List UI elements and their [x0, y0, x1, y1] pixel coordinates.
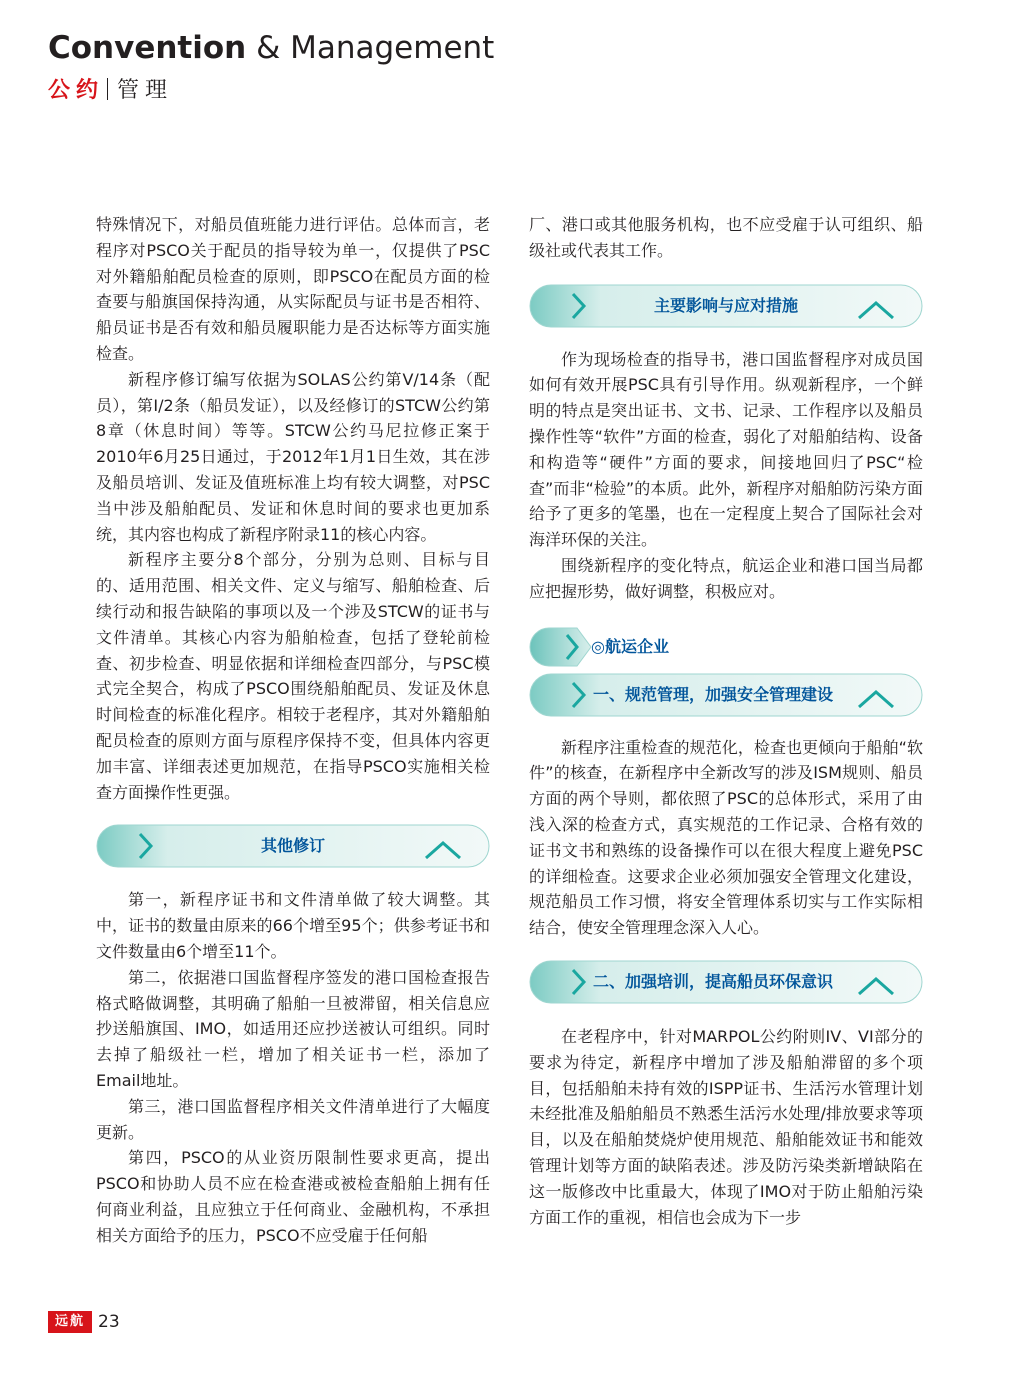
- left-paragraph-6: 第三，港口国监督程序相关文件清单进行了大幅度更新。: [96, 1096, 490, 1142]
- banner-label: 主要影响与应对措施: [653, 295, 798, 315]
- banner-label: 二、加强培训，提高船员环保意识: [593, 971, 834, 991]
- left-paragraph-7: 第四，PSCO的从业资历限制性要求更高，提出PSCO和协助人员不应在检查港或被检查船舶上拥有任何商业利益，且应独立于任何商业、金融机构，不承担相关方面给予的压力，PSCO不应受雇于任何船: [96, 1148, 490, 1245]
- header-title: [48, 28, 494, 68]
- triangle-decoration-icon: [857, 689, 895, 709]
- left-paragraph-1: 特殊情况下，对船员值班能力进行评估。总体而言，老程序对PSCO关于配员的指导较为单一，仅提供了PSC对外籍船舶配员检查的原则，即PSCO在配员方面的检查要与船旗国保持沟通，从实际配员与证书是否相符、船员证书是否有效和船员履职能力是否达标等方面实施检查。: [96, 215, 490, 363]
- section-banner-other-revisions: [96, 824, 490, 868]
- page-number: 23: [98, 1312, 120, 1332]
- left-paragraph-5: 第二，依据港口国监督程序签发的港口国检查报告格式略做调整，其明确了船舶一旦被滞留，相关信息应抄送船旗国、IMO，如适用还应抄送被认可组织。同时去掉了船级社一栏，增加了相关证书一栏，添加了Email地址。: [96, 967, 490, 1090]
- banner-label: 其他修订: [260, 836, 325, 856]
- magazine-name-badge: 远航: [48, 1311, 92, 1333]
- left-paragraph-3: 新程序主要分8个部分，分别为总则、目标与目的、适用范围、相关文件、定义与缩写、船舶检查、后续行动和报告缺陷的事项以及一个涉及STCW的证书与文件清单。其核心内容为船舶检查，包括了登轮前检查、初步检查、明显依据和详细检查四部分，与PSC模式完全契合，构成了PSCO围绕船舶配员、发证及休息时间检查的标准化程序。相较于老程序，其对外籍船舶配员检查的原则方面与原程序保持不变，但具体内容更加丰富、详细表述更加规范，在指导PSCO实施相关检查方面操作性更强。: [96, 550, 490, 802]
- left-paragraph-4: 第一，新程序证书和文件清单做了较大调整。其中，证书的数量由原来的66个增至95个；供参考证书和文件数量由6个增至11个。: [96, 890, 490, 961]
- sub-heading-shipping-companies: [529, 627, 923, 667]
- left-paragraph-2: 新程序修订编写依据为SOLAS公约第V/14条（配员），第I/2条（船员发证），以及经修订的STCW公约第8章（休息时间）等等。STCW公约马尼拉修正案于2010年6月25日通过，于2012年1月1日生效，其在涉及船员培训、发证及值班标准上均有较大调整，对PSC当中涉及船舶配员、发证和休息时间的要求也更加系统，其内容也构成了新程序附录11的核心内容。: [96, 369, 490, 544]
- section-banner-main-impact: [529, 284, 923, 328]
- triangle-decoration-icon: [424, 840, 462, 860]
- right-paragraph-1: 厂、港口或其他服务机构，也不应受雇于认可组织、船级社或代表其工作。: [529, 215, 923, 260]
- right-paragraph-5: 在老程序中，针对MARPOL公约附则IV、VI部分的要求为待定，新程序中增加了涉及船舶滞留的多个项目，包括船舶未持有效的ISPP证书、生活污水管理计划未经批准及船舶船员不熟悉生活污水处理/排放要求等项目，以及在船舶焚烧炉使用规范、船舶能效证书和能效管理计划等方面的缺陷表述。涉及防污染类新增缺陷在这一版修改中比重最大，体现了IMO对于防止船舶污染方面工作的重视，相信也会成为下一步: [529, 1026, 923, 1227]
- triangle-decoration-icon: [857, 300, 895, 320]
- header-subtitle: [48, 76, 173, 106]
- page-footer: [48, 1311, 120, 1335]
- section-banner-standardized-management: [529, 673, 923, 717]
- triangle-decoration-icon: [857, 976, 895, 996]
- right-paragraph-4: 新程序注重检查的规范化，检查也更倾向于船舶“软件”的核查，在新程序中全新改写的涉及ISM规则、船员方面的两个导则，都依照了PSC的总体形式，采用了由浅入深的检查方式，真实规范的工作记录、合格有效的证书文书和熟练的设备操作可以在很大程度上避免PSC的详细检查。这要求企业必须加强安全管理文化建设，规范船员工作习惯，将安全管理体系切实与工作实际相结合，使安全管理理念深入人心。: [529, 737, 923, 938]
- header-title-rest: & Management: [246, 30, 495, 66]
- left-column: [96, 212, 490, 1248]
- header-cn-red: 公约: [48, 78, 105, 103]
- header-title-bold: Convention: [48, 30, 247, 66]
- right-column: [529, 212, 923, 1230]
- right-paragraph-3: 围绕新程序的变化特点，航运企业和港口国当局都应把握形势，做好调整，积极应对。: [529, 555, 923, 601]
- header-cn-rest: 管理: [117, 78, 174, 103]
- sub-heading-label: ◎航运企业: [591, 636, 669, 656]
- banner-label: 一、规范管理，加强安全管理建设: [593, 684, 834, 704]
- header-divider: [107, 78, 108, 100]
- circle-chevron-icon: [529, 627, 599, 667]
- section-banner-training: [529, 960, 923, 1004]
- right-paragraph-2: 作为现场检查的指导书，港口国监督程序对成员国如何有效开展PSC具有引导作用。纵观新程序，一个鲜明的特点是突出证书、文书、记录、工作程序以及船员操作性等“软件”方面的检查，弱化了对船舶结构、设备和构造等“硬件”方面的要求，间接地回归了PSC“检查”而非“检验”的本质。此外，新程序对船舶防污染方面给予了更多的笔墨，也在一定程度上契合了国际社会对海洋环保的关注。: [529, 349, 923, 550]
